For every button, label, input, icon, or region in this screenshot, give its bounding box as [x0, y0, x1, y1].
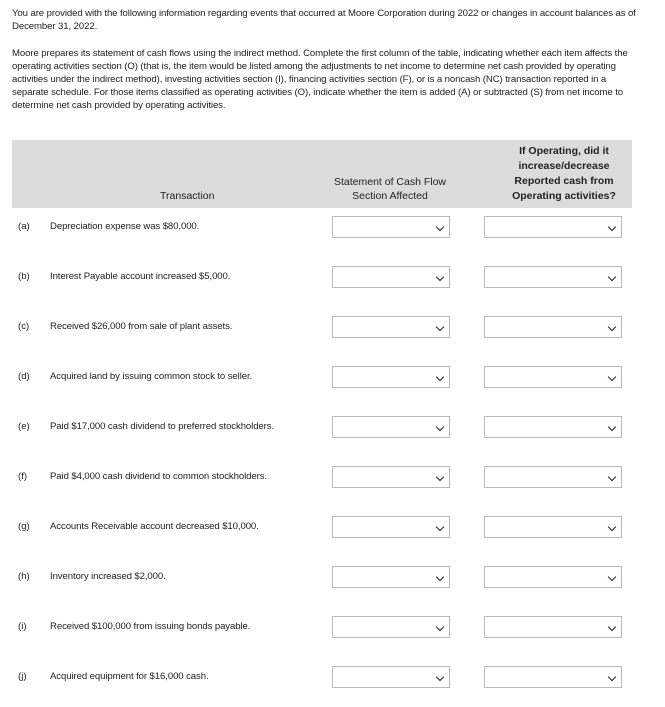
chevron-down-icon: [436, 323, 444, 331]
section-affected-select[interactable]: [332, 416, 450, 438]
chevron-down-icon: [436, 423, 444, 431]
operating-effect-select[interactable]: [484, 316, 622, 338]
row-transaction: Paid $4,000 cash dividend to common stockholders.: [50, 471, 267, 482]
chevron-down-icon: [608, 573, 616, 581]
instructions: [12, 7, 637, 112]
chevron-down-icon: [436, 623, 444, 631]
operating-effect-select[interactable]: [484, 566, 622, 588]
operating-effect-select[interactable]: [484, 266, 622, 288]
row-letter: (d): [18, 371, 30, 382]
table-row: [12, 216, 632, 240]
table-row: [12, 266, 632, 290]
chevron-down-icon: [608, 473, 616, 481]
chevron-down-icon: [608, 623, 616, 631]
chevron-down-icon: [436, 273, 444, 281]
row-transaction: Received $26,000 from sale of plant assets.: [50, 321, 233, 332]
row-letter: (j): [18, 671, 27, 682]
table-row: [12, 416, 632, 440]
row-letter: (f): [18, 471, 28, 482]
table-row: [12, 566, 632, 590]
section-affected-select[interactable]: [332, 216, 450, 238]
chevron-down-icon: [608, 673, 616, 681]
row-transaction: Acquired equipment for $16,000 cash.: [50, 671, 209, 682]
row-letter: (i): [18, 621, 27, 632]
chevron-down-icon: [608, 423, 616, 431]
section-affected-select[interactable]: [332, 316, 450, 338]
table-row: [12, 316, 632, 340]
table-row: [12, 366, 632, 390]
chevron-down-icon: [436, 673, 444, 681]
operating-effect-select[interactable]: [484, 216, 622, 238]
section-affected-select[interactable]: [332, 366, 450, 388]
row-transaction: Interest Payable account increased $5,000.: [50, 271, 231, 282]
table-row: [12, 666, 632, 690]
row-letter: (h): [18, 571, 30, 582]
header-section-affected: Statement of Cash Flow Section Affected: [333, 176, 447, 202]
row-letter: (e): [18, 421, 30, 432]
chevron-down-icon: [608, 273, 616, 281]
section-affected-select[interactable]: [332, 266, 450, 288]
chevron-down-icon: [436, 473, 444, 481]
chevron-down-icon: [436, 373, 444, 381]
section-affected-select[interactable]: [332, 466, 450, 488]
operating-effect-select[interactable]: [484, 666, 622, 688]
row-letter: (a): [18, 221, 30, 232]
table-row: [12, 616, 632, 640]
chevron-down-icon: [608, 373, 616, 381]
header-transaction: Transaction: [160, 190, 215, 202]
operating-effect-select[interactable]: [484, 516, 622, 538]
section-affected-select[interactable]: [332, 566, 450, 588]
instructions-paragraph-1: You are provided with the following information regarding events that occurred at Moore Corporation during 2022 or changes in account balances as of December 31, 2022.: [12, 8, 636, 32]
section-affected-select[interactable]: [332, 516, 450, 538]
chevron-down-icon: [608, 223, 616, 231]
row-transaction: Inventory increased $2,000.: [50, 571, 166, 582]
chevron-down-icon: [436, 223, 444, 231]
operating-effect-select[interactable]: [484, 366, 622, 388]
chevron-down-icon: [608, 523, 616, 531]
row-transaction: Depreciation expense was $80,000.: [50, 221, 200, 232]
section-affected-select[interactable]: [332, 616, 450, 638]
row-letter: (c): [18, 321, 30, 332]
operating-effect-select[interactable]: [484, 616, 622, 638]
section-affected-select[interactable]: [332, 666, 450, 688]
table-header: [12, 140, 632, 208]
operating-effect-select[interactable]: [484, 416, 622, 438]
row-transaction: Received $100,000 from issuing bonds payable.: [50, 621, 251, 632]
row-transaction: Paid $17,000 cash dividend to preferred stockholders.: [50, 421, 275, 432]
chevron-down-icon: [436, 573, 444, 581]
row-letter: (g): [18, 521, 30, 532]
chevron-down-icon: [608, 323, 616, 331]
chevron-down-icon: [436, 523, 444, 531]
row-letter: (b): [18, 271, 30, 282]
row-transaction: Acquired land by issuing common stock to seller.: [50, 371, 253, 382]
header-operating-effect: If Operating, did it increase/decrease Reported cash from Operating activities?: [512, 145, 616, 202]
table-row: [12, 466, 632, 490]
instructions-paragraph-2: Moore prepares its statement of cash flows using the indirect method. Complete the first column of the table, indicating whether each item affects the operating activities section (O) (that is, the item would be listed among the adjustments to net income to determine net cash provided by operating activities under the indirect method), investing activities section (I), financing activities section (F), or is a noncash (NC) transaction reported in a separate schedule. For those items classified as operating activities (O), indicate whether the item is added (A) or subtracted (S) from net income to determine net cash provided by operating activities.: [12, 48, 628, 111]
operating-effect-select[interactable]: [484, 466, 622, 488]
table-row: [12, 516, 632, 540]
row-transaction: Accounts Receivable account decreased $10,000.: [50, 521, 259, 532]
